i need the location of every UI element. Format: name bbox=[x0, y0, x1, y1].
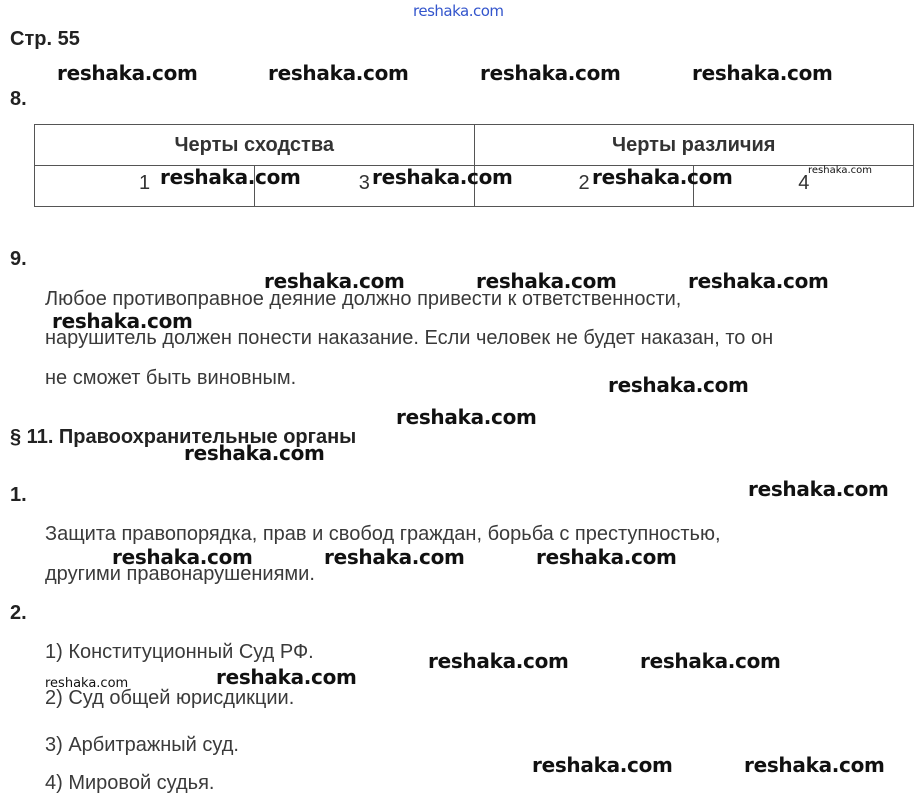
watermark: reshaka.com bbox=[324, 545, 465, 569]
watermark: reshaka.com bbox=[476, 269, 617, 293]
watermark: reshaka.com bbox=[45, 676, 129, 691]
task-2-number: 2. bbox=[10, 602, 27, 624]
page-label: Стр. 55 bbox=[10, 28, 80, 50]
watermark: reshaka.com bbox=[640, 649, 781, 673]
task-1-line: другими правонарушениями. bbox=[45, 563, 315, 585]
watermark: reshaka.com bbox=[428, 649, 569, 673]
task-9-number: 9. bbox=[10, 248, 27, 270]
watermark: reshaka.com bbox=[480, 61, 621, 85]
header-similarities: Черты сходства bbox=[35, 125, 475, 166]
watermark: reshaka.com bbox=[372, 165, 513, 189]
cell-number: 1 bbox=[139, 172, 151, 194]
watermark: reshaka.com bbox=[748, 477, 889, 501]
watermark: reshaka.com bbox=[396, 405, 537, 429]
watermark: reshaka.com bbox=[268, 61, 409, 85]
watermark: reshaka.com bbox=[264, 269, 405, 293]
watermark: reshaka.com bbox=[688, 269, 829, 293]
task-2-item: 2) Суд общей юрисдикции. bbox=[45, 687, 295, 709]
task-2-item: 3) Арбитражный суд. bbox=[45, 734, 239, 756]
watermark: reshaka.com bbox=[532, 753, 673, 777]
header-differences: Черты различия bbox=[474, 125, 914, 166]
watermark: reshaka.com bbox=[57, 61, 198, 85]
task-9-line: Любое противоправное деяние должно привести к ответственности, bbox=[45, 288, 682, 310]
watermark: reshaka.com bbox=[216, 665, 357, 689]
watermark: reshaka.com bbox=[592, 165, 733, 189]
task-9-line: нарушитель должен понести наказание. Если человек не будет наказан, то он bbox=[45, 327, 774, 349]
cell-number: 4 bbox=[798, 172, 810, 194]
watermark: reshaka.com bbox=[692, 61, 833, 85]
task-2-item: 4) Мировой судья. bbox=[45, 772, 215, 794]
task-2-item: 1) Конституционный Суд РФ. bbox=[45, 641, 314, 663]
watermark: reshaka.com bbox=[808, 165, 872, 176]
watermark: reshaka.com bbox=[184, 441, 325, 465]
task-9-line: не сможет быть виновным. bbox=[45, 367, 297, 389]
table-header-row bbox=[35, 125, 914, 166]
watermark-top[interactable]: reshaka.com bbox=[413, 2, 504, 20]
watermark: reshaka.com bbox=[608, 373, 749, 397]
watermark: reshaka.com bbox=[744, 753, 885, 777]
cell-number: 3 bbox=[358, 172, 370, 194]
task-1-line: Защита правопорядка, прав и свобод граждан, борьба с преступностью, bbox=[45, 523, 721, 545]
cell-number: 2 bbox=[578, 172, 590, 194]
watermark: reshaka.com bbox=[52, 309, 193, 333]
section-title: § 11. Правоохранительные органы bbox=[10, 426, 357, 448]
watermark: reshaka.com bbox=[112, 545, 253, 569]
task-8-number: 8. bbox=[10, 88, 27, 110]
task-1-number: 1. bbox=[10, 484, 27, 506]
watermark: reshaka.com bbox=[160, 165, 301, 189]
watermark: reshaka.com bbox=[536, 545, 677, 569]
